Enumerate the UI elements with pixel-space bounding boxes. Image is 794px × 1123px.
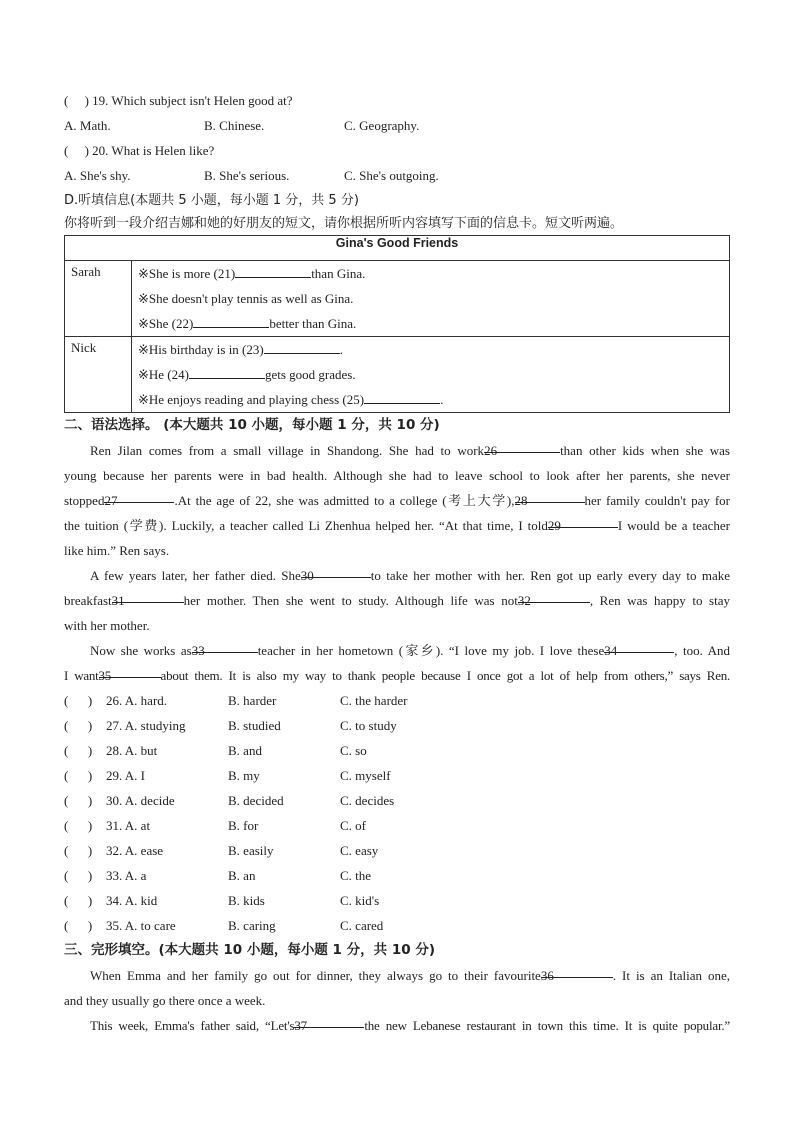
option-a: 31. A. at <box>106 818 151 833</box>
info-line-23 <box>138 337 723 362</box>
info-text: ※She (22) <box>138 316 194 331</box>
mcq-row <box>64 713 730 738</box>
option-c: C. cared <box>340 918 384 933</box>
option-b: B. studied <box>228 718 281 733</box>
answer-blank-22[interactable] <box>193 313 269 328</box>
passage-text: When Emma and her family go out for dinner, they always go to their favourite <box>90 968 541 983</box>
passage-text: Now she works as <box>90 643 192 658</box>
info-text: ※She doesn't play tennis as well as Gina. <box>138 291 354 306</box>
info-text: gets good grades. <box>264 367 356 382</box>
option-a: 30. A. decide <box>106 793 175 808</box>
question-20 <box>64 138 730 163</box>
mcq-row <box>64 838 730 863</box>
answer-blank-35[interactable]: 35 <box>99 663 161 678</box>
info-text: ※He (24) <box>138 367 189 382</box>
mcq-row <box>64 813 730 838</box>
option-a: 34. A. kid <box>106 893 158 908</box>
option-c: C. Geography. <box>344 118 420 133</box>
option-b: B. an <box>228 868 256 883</box>
mcq-row <box>64 763 730 788</box>
passage-line <box>64 988 730 1013</box>
passage-text: Ren Jilan comes from a small village in Shandong. She had to work <box>90 443 485 458</box>
mcq-row <box>64 788 730 813</box>
passage-text: about them. It is also my way to thank people because I once got a lot of help from others,” says Ren. <box>160 668 730 683</box>
option-b: B. my <box>228 768 260 783</box>
info-text: ※His birthday is in (23) <box>138 342 264 357</box>
question-19-options <box>64 113 730 138</box>
answer-blank-37[interactable]: 37 <box>294 1013 364 1028</box>
answer-bracket[interactable]: ( ) <box>64 693 93 708</box>
passage-text: A few years later, her father died. She <box>90 568 301 583</box>
option-a: 29. A. I <box>106 768 145 783</box>
option-c: C. of <box>340 818 366 833</box>
mcq-row <box>64 863 730 888</box>
info-text: than Gina. <box>311 266 366 281</box>
info-line-25 <box>138 387 723 412</box>
option-b: B. She's serious. <box>204 168 290 183</box>
passage-text: stopped <box>64 493 105 508</box>
answer-bracket[interactable]: ( ) <box>64 718 93 733</box>
passage-text: , too. And <box>674 643 730 658</box>
grammar-section-title: 二、语法选择。 (本大题共 10 小题，每小题 1 分，共 10 分) <box>64 417 440 433</box>
option-b: B. easily <box>228 843 274 858</box>
passage-line <box>64 963 730 988</box>
info-card-table <box>64 235 730 413</box>
passage-line <box>64 513 730 538</box>
answer-blank-30[interactable]: 30 <box>301 563 371 578</box>
passage-text: breakfast <box>64 593 112 608</box>
passage-text: her mother. Then she went to study. Although life was not <box>183 593 518 608</box>
info-text: better than Gina. <box>269 316 357 331</box>
passage-line <box>64 488 730 513</box>
question-text: 20. What is Helen like? <box>92 143 215 158</box>
option-a: 33. A. a <box>106 868 147 883</box>
passage-text: her family couldn't pay for <box>584 493 730 508</box>
info-card-title: Gina's Good Friends <box>65 236 730 261</box>
passage-line <box>64 563 730 588</box>
mcq-row <box>64 913 730 938</box>
answer-blank-29[interactable]: 29 <box>548 513 618 528</box>
question-text: 19. Which subject isn't Helen good at? <box>92 93 293 108</box>
passage-line <box>64 538 730 563</box>
option-b: B. harder <box>228 693 277 708</box>
answer-blank-28[interactable]: 28 <box>515 488 585 503</box>
option-b: B. caring <box>228 918 276 933</box>
answer-blank-25[interactable] <box>364 389 440 404</box>
info-line-24 <box>138 362 723 387</box>
question-19 <box>64 88 730 113</box>
option-a: A. Math. <box>64 118 111 133</box>
answer-blank-31[interactable]: 31 <box>112 588 184 603</box>
option-c: C. myself <box>340 768 391 783</box>
passage-line <box>64 663 730 688</box>
info-line-22 <box>138 311 723 336</box>
option-a: 26. A. hard. <box>106 693 168 708</box>
passage-text: than other kids when she was <box>560 443 730 458</box>
option-b: B. and <box>228 743 262 758</box>
option-b: B. Chinese. <box>204 118 265 133</box>
mcq-row <box>64 688 730 713</box>
grammar-questions <box>64 688 730 938</box>
friend-info <box>132 261 730 337</box>
passage-text: I want <box>64 668 99 683</box>
answer-blank-34[interactable]: 34 <box>604 638 674 653</box>
friend-name: Nick <box>65 337 132 413</box>
passage-line <box>64 1013 730 1038</box>
answer-bracket[interactable]: ( ) <box>64 793 93 808</box>
option-c: C. She's outgoing. <box>344 168 439 183</box>
answer-blank-26[interactable]: 26 <box>484 438 560 453</box>
passage-text: and they usually go there once a week. <box>64 993 266 1008</box>
passage-line <box>64 438 730 463</box>
option-c: C. so <box>340 743 367 758</box>
info-text: . <box>440 392 444 407</box>
mcq-row <box>64 888 730 913</box>
friend-name: Sarah <box>65 261 132 337</box>
option-c: C. the harder <box>340 693 408 708</box>
info-text: ※He enjoys reading and playing chess (25) <box>138 392 365 407</box>
passage-text: I would be a teacher <box>617 518 730 533</box>
option-a: 28. A. but <box>106 743 158 758</box>
part-d-title: D.听填信息(本题共 5 小题，每小题 1 分，共 5 分) <box>64 193 359 208</box>
answer-blank-24[interactable] <box>189 364 265 379</box>
option-a: 35. A. to care <box>106 918 176 933</box>
answer-blank-32[interactable]: 32 <box>518 588 590 603</box>
exam-page <box>64 88 730 1038</box>
option-b: B. for <box>228 818 259 833</box>
passage-text: to take her mother with her. Ren got up early every day to make <box>370 568 730 583</box>
option-a: 32. A. ease <box>106 843 164 858</box>
option-c: C. the <box>340 868 372 883</box>
passage-line <box>64 638 730 663</box>
info-text: ※She is more (21) <box>138 266 236 281</box>
option-a: A. She's shy. <box>64 168 131 183</box>
answer-bracket[interactable]: ( ) <box>64 743 93 758</box>
passage-text: like him.” Ren says. <box>64 543 170 558</box>
info-line-21 <box>138 261 723 286</box>
part-d-instruction: 你将听到一段介绍吉娜和她的好朋友的短文，请你根据所听内容填写下面的信息卡。短文听两遍。 <box>64 216 624 231</box>
passage-text: This week, Emma's father said, “Let's <box>90 1018 295 1033</box>
passage-line <box>64 588 730 613</box>
passage-text: . It is an Italian one, <box>612 968 731 983</box>
option-c: C. kid's <box>340 893 380 908</box>
option-c: C. to study <box>340 718 397 733</box>
answer-bracket[interactable]: ( ) <box>64 143 89 158</box>
answer-blank-36[interactable]: 36 <box>541 963 613 978</box>
option-b: B. decided <box>228 793 284 808</box>
answer-bracket[interactable]: ( ) <box>64 843 93 858</box>
option-c: C. decides <box>340 793 395 808</box>
passage-text: the tuition (学费). Luckily, a teacher called Li Zhenhua helped her. “At that time, I told <box>64 518 548 533</box>
passage-text: , Ren was happy to stay <box>589 593 730 608</box>
answer-bracket[interactable]: ( ) <box>64 818 93 833</box>
cloze-section-title: 三、完形填空。(本大题共 10 小题，每小题 1 分，共 10 分) <box>64 942 436 958</box>
passage-text: .At the age of 22, she was admitted to a college (考上大学), <box>174 493 515 508</box>
mcq-row <box>64 738 730 763</box>
answer-bracket[interactable]: ( ) <box>64 868 93 883</box>
answer-bracket[interactable]: ( ) <box>64 918 93 933</box>
friend-info <box>132 337 730 413</box>
answer-blank-21[interactable] <box>235 263 311 278</box>
answer-blank-27[interactable]: 27 <box>104 488 174 503</box>
passage-text: young because her parents were in bad health. Although she had to leave school to look after her parents, she never <box>64 468 730 483</box>
passage-text: teacher in her hometown (家乡). “I love my job. I love these <box>257 643 605 658</box>
answer-bracket[interactable]: ( ) <box>64 93 89 108</box>
table-row <box>65 261 730 337</box>
option-b: B. kids <box>228 893 265 908</box>
passage-text: the new Lebanese restaurant in town this time. It is quite popular.” <box>364 1018 730 1033</box>
passage-line <box>64 463 730 488</box>
answer-bracket[interactable]: ( ) <box>64 893 93 908</box>
passage-line <box>64 613 730 638</box>
question-20-options <box>64 163 730 188</box>
option-a: 27. A. studying <box>106 718 186 733</box>
answer-blank-23[interactable] <box>264 339 340 354</box>
answer-blank-33[interactable]: 33 <box>192 638 258 653</box>
table-row <box>65 337 730 413</box>
answer-bracket[interactable]: ( ) <box>64 768 93 783</box>
info-line <box>138 286 723 311</box>
option-c: C. easy <box>340 843 379 858</box>
passage-text: with her mother. <box>64 618 150 633</box>
info-text: . <box>339 342 343 357</box>
